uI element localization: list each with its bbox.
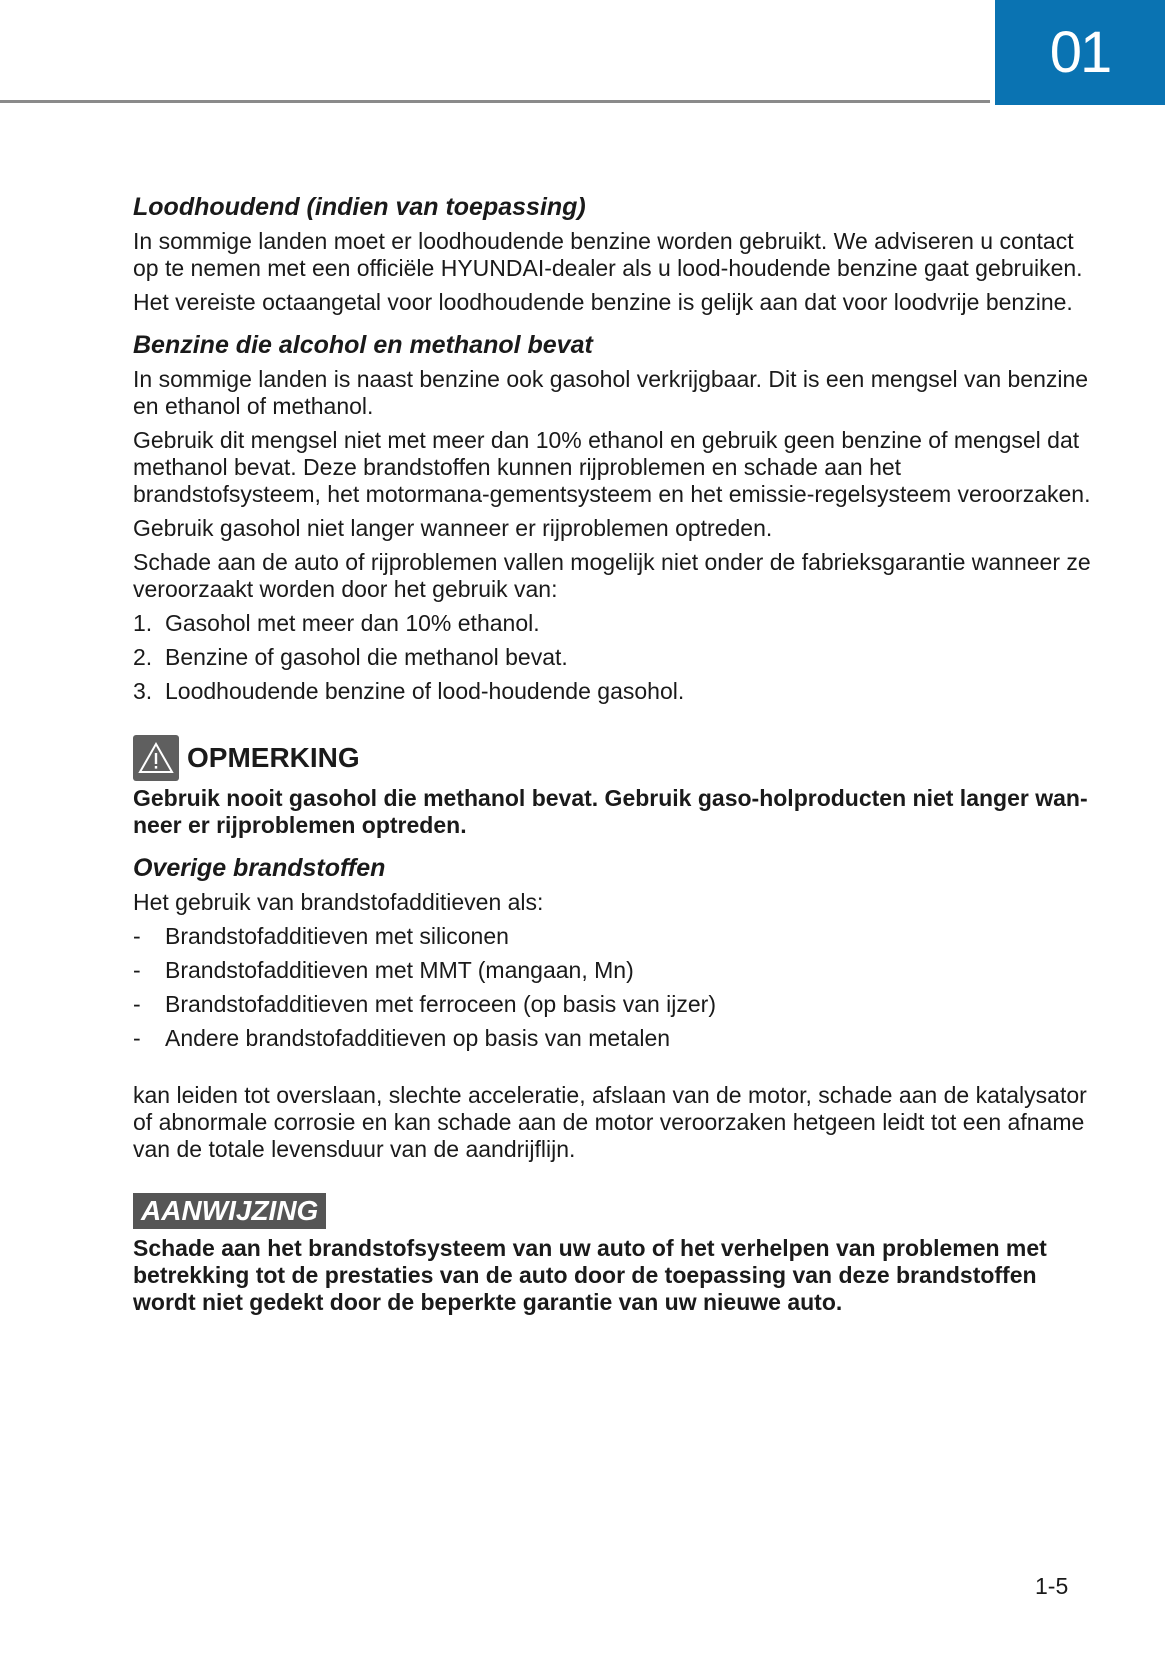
list-item-text: Brandstofadditieven met MMT (mangaan, Mn) [165, 957, 634, 983]
list-marker: 1. [133, 610, 153, 636]
paragraph: kan leiden tot overslaan, slechte acceleratie, afslaan van de motor, schade aan de katalysator of abnormale corrosie en kan schade aan de motor veroorzaken hetgeen leidt tot een afname van de totale levensduur van de aandrijflijn. [133, 1082, 1087, 1162]
header-rule [0, 100, 990, 103]
paragraph: Het vereiste octaangetal voor loodhoudende benzine is gelijk aan dat voor loodvrije benzine. [133, 289, 1073, 315]
list-item-text: Andere brandstofadditieven op basis van metalen [165, 1025, 671, 1051]
list-marker: 3. [133, 678, 153, 704]
list-item [133, 957, 1093, 984]
list-marker: - [133, 957, 141, 983]
notice-header [133, 735, 1093, 781]
list-marker: - [133, 991, 141, 1017]
list-marker: - [133, 1025, 141, 1051]
chapter-number: 01 [1049, 20, 1111, 85]
list-item-text: Loodhoudende benzine of lood-houdende gasohol. [165, 678, 685, 704]
page-content [133, 192, 1093, 1323]
paragraph: Schade aan de auto of rijproblemen vallen mogelijk niet onder de fabrieksgarantie wanneer ze veroorzaakt worden door het gebruik van: [133, 549, 1091, 602]
list-item-text: Gasohol met meer dan 10% ethanol. [165, 610, 540, 636]
paragraph: In sommige landen is naast benzine ook gasohol verkrijgbaar. Dit is een mengsel van benzine en ethanol of methanol. [133, 366, 1089, 419]
section-other-fuels [133, 853, 1093, 1163]
list-item [133, 610, 1093, 637]
list-item [133, 991, 1093, 1018]
hint-label: AANWIJZING [133, 1193, 326, 1229]
additive-list [133, 923, 1093, 1052]
paragraph: Gebruik dit mengsel niet met meer dan 10% ethanol en gebruik geen benzine of mengsel dat methanol bevat. Deze brandstoffen kunnen rijproblemen en schade aan het brandstofsysteem, het motormana-gementsysteem en het emissie-regelsysteem veroorzaken. [133, 427, 1091, 507]
list-item [133, 644, 1093, 671]
hint-text: Schade aan het brandstofsysteem van uw auto of het verhelpen van problemen met betrekking tot de prestaties van de auto door de toepassing van deze brandstoffen wordt niet gedekt door de beperkte garantie van uw nieuwe auto. [133, 1235, 1047, 1315]
page-number: 1-5 [1035, 1573, 1069, 1599]
paragraph: Het gebruik van brandstofadditieven als: [133, 889, 544, 915]
section-title: Overige brandstoffen [133, 854, 386, 882]
notice-title: OPMERKING [187, 742, 360, 773]
section-title: Benzine die alcohol en methanol bevat [133, 331, 593, 359]
hint-box [133, 1193, 1093, 1316]
notice-text: Gebruik nooit gasohol die methanol bevat. Gebruik gaso-holproducten niet langer wan-neer er rijproblemen optreden. [133, 785, 1088, 838]
list-item-text: Brandstofadditieven met siliconen [165, 923, 509, 949]
section-alcohol [133, 330, 1093, 705]
section-title: Loodhoudend (indien van toepassing) [133, 193, 586, 221]
paragraph: Gebruik gasohol niet langer wanneer er rijproblemen optreden. [133, 515, 773, 541]
list-item-text: Brandstofadditieven met ferroceen (op basis van ijzer) [165, 991, 717, 1017]
section-leaded [133, 192, 1093, 316]
paragraph: In sommige landen moet er loodhoudende benzine worden gebruikt. We adviseren u contact op te nemen met een officiële HYUNDAI-dealer als u lood-houdende benzine gaat gebruiken. [133, 228, 1083, 281]
list-item [133, 923, 1093, 950]
list-marker: - [133, 923, 141, 949]
list-item [133, 678, 1093, 705]
warning-triangle-icon [133, 735, 179, 781]
chapter-tab [995, 0, 1165, 105]
list-item-text: Benzine of gasohol die methanol bevat. [165, 644, 568, 670]
list-marker: 2. [133, 644, 153, 670]
list-item [133, 1025, 1093, 1052]
numbered-list [133, 610, 1093, 705]
notice-box [133, 735, 1093, 839]
